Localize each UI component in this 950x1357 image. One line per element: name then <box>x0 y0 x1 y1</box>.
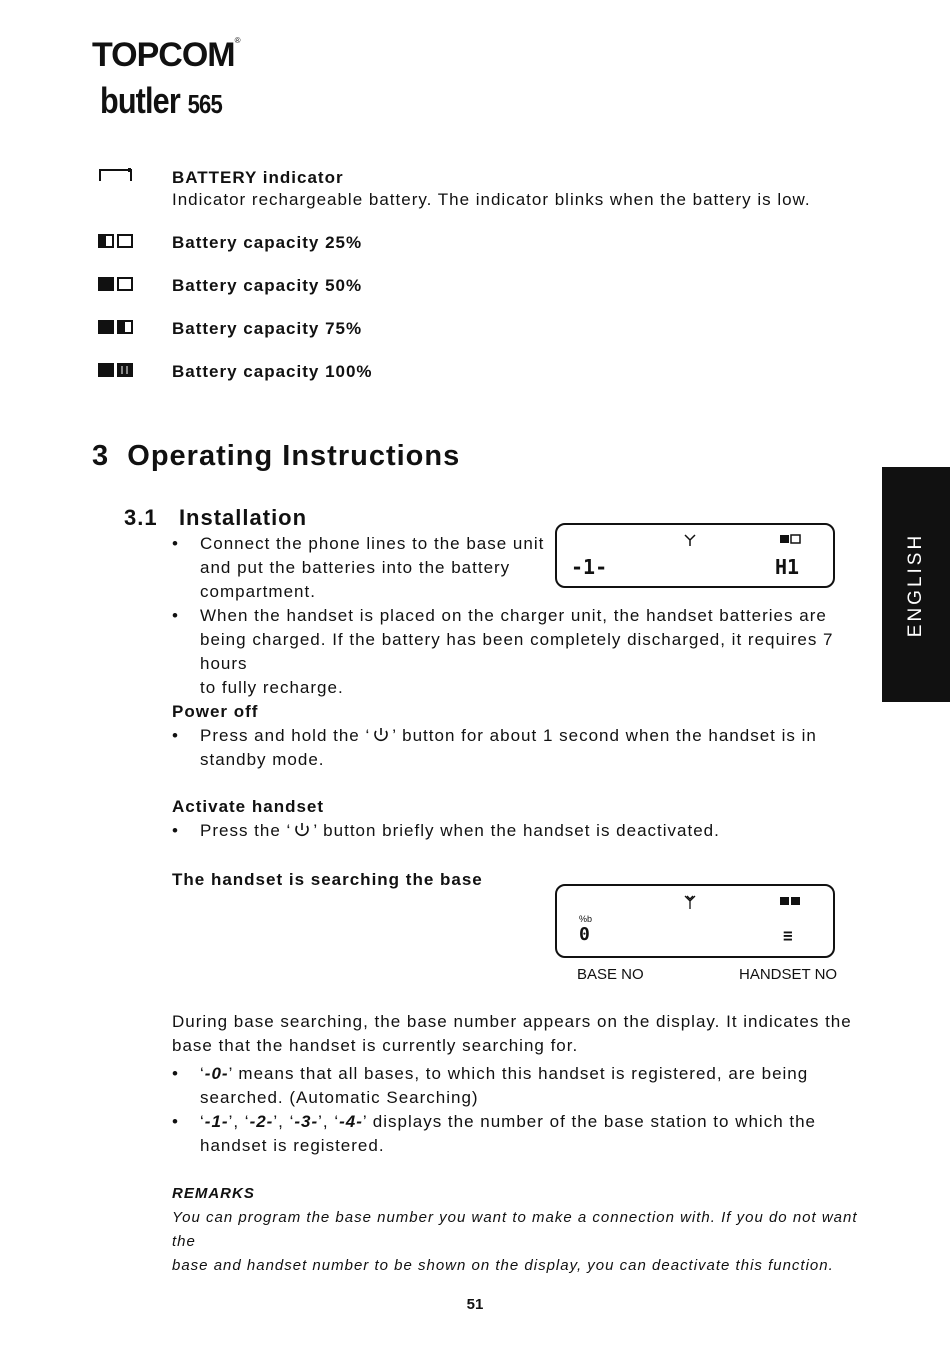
brand-name: TOPCOM <box>92 36 235 74</box>
lcd-search-indicator: %b <box>579 914 593 924</box>
lcd-display-searching <box>555 884 835 958</box>
brand-logo <box>92 36 240 75</box>
power-off-title: Power off <box>172 702 259 721</box>
lcd-display-standby <box>555 523 835 588</box>
battery-50-label: Battery capacity 50% <box>172 276 363 295</box>
battery-indicator-title: BATTERY indicator <box>172 168 344 187</box>
list-item: • Press the ‘ ’ button briefly when the handset is deactivated. <box>172 819 862 843</box>
section-number: 3.1 <box>124 505 158 530</box>
caption-base-no: BASE NO <box>577 966 644 983</box>
activate-title: Activate handset <box>172 797 325 816</box>
model-logo <box>100 80 222 122</box>
lcd-handset-number: ≡ <box>783 926 793 945</box>
battery-75-icon <box>98 319 136 333</box>
lcd-base-number: 0 <box>579 924 590 945</box>
section-title: Installation <box>178 505 308 530</box>
list-item: • Press and hold the ‘ ’ button for about 1 second when the handset is in standby mode. <box>172 724 862 772</box>
power-button-icon <box>370 727 392 743</box>
caption-handset-no: HANDSET NO <box>739 966 838 983</box>
search-paragraph: During base searching, the base number appears on the display. It indicates the base that the handset is currently searching for. <box>172 1012 852 1055</box>
chapter-number: 3 <box>92 440 110 472</box>
page-number: 51 <box>466 1296 484 1313</box>
power-button-icon <box>291 822 313 838</box>
registered-mark: ® <box>234 36 240 45</box>
lcd-handset-number: H1 <box>775 555 800 579</box>
model-word: butler <box>100 80 180 121</box>
model-number: 565 <box>187 89 222 119</box>
lcd-base-number: -1- <box>571 555 608 579</box>
battery-25-icon <box>98 233 136 247</box>
language-tab-label: ENGLISH <box>905 532 926 637</box>
list-item: • Connect the phone lines to the base unit and put the batteries into the battery compartment. <box>172 532 862 604</box>
section-heading <box>124 505 307 531</box>
list-item: • When the handset is placed on the charger unit, the handset batteries are being charged. If the battery has been completely discharged, it requires 7 hours to fully recharge. <box>172 604 862 700</box>
language-tab <box>882 467 950 702</box>
remarks-title: REMARKS <box>172 1185 255 1202</box>
battery-50-icon <box>98 276 136 290</box>
chapter-title: Operating Instructions <box>127 440 461 472</box>
remarks-text: You can program the base number you want to make a connection with. If you do not want the base and handset number to be shown on the display, you can deactivate this function. <box>172 1209 858 1274</box>
antenna-blinking-icon <box>683 894 697 910</box>
battery-empty-icon <box>98 167 136 181</box>
battery-indicator-desc: Indicator rechargeable battery. The indicator blinks when the battery is low. <box>172 190 811 209</box>
antenna-icon <box>683 533 697 547</box>
battery-100-icon <box>98 362 136 376</box>
activate-instructions <box>172 819 862 843</box>
battery-100-label: Battery capacity 100% <box>172 362 373 381</box>
power-off-instructions <box>172 724 862 772</box>
battery-status-icon <box>779 896 801 906</box>
list-item: • ‘-0-’ means that all bases, to which this handset is registered, are being searched. (Automatic Searching) <box>172 1062 862 1110</box>
chapter-heading <box>92 440 460 473</box>
battery-status-icon <box>779 534 801 544</box>
battery-75-label: Battery capacity 75% <box>172 319 363 338</box>
list-item: • ‘-1-’, ‘-2-’, ‘-3-’, ‘-4-’ displays the number of the base station to which the handset is registered. <box>172 1110 862 1158</box>
battery-25-label: Battery capacity 25% <box>172 233 363 252</box>
search-bullets <box>172 1062 862 1158</box>
searching-title: The handset is searching the base <box>172 870 483 889</box>
